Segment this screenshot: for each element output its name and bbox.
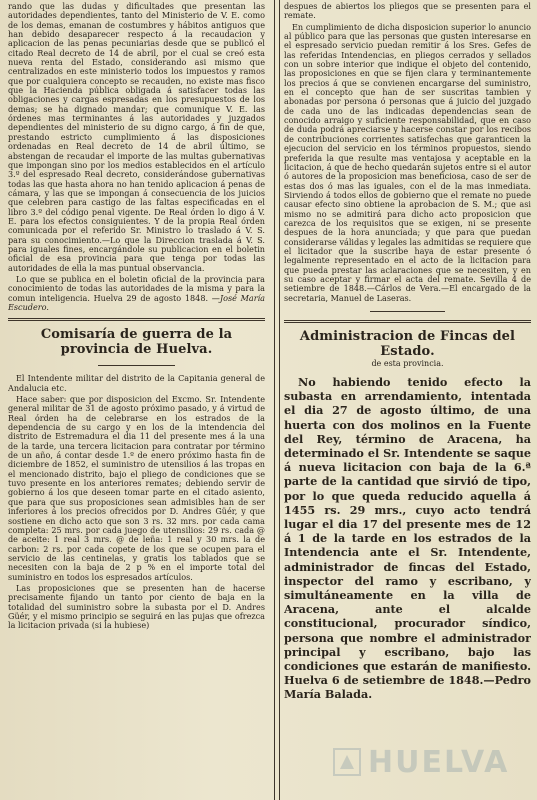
section-divider <box>8 318 265 321</box>
section-rule <box>370 311 444 312</box>
signature: —José María Escudero. <box>8 292 265 312</box>
section-heading: Comisaría de guerra de la provincia de Huelva. <box>40 327 233 358</box>
column-divider <box>274 0 280 800</box>
section-divider <box>284 320 531 323</box>
section-subheading: de esta provincia. <box>371 359 444 368</box>
article-paragraph: Hace saber: que por disposicion del Excmo. Sr. Intendente general militar de 31 de agosto próximo pasado, y á virtud de Real órden ha de celebrarse en los estrados de la dependencia de su cargo y en los de la intendencia del distrito de Estremadura el dia 11 del presente mes á la una de la tarde, una tercera licitacion para contratar por término de un año, á contar desde 1.º de enero próximo hasta fin de diciembre de 1852, el suministro de utensilios á las tropas en el mencionado distrito, bajo el pliego de condiciones que se tuvo presente en los anteriores remates; debiendo servir de gobierno á los que deseen tomar parte en el citado asiento, que para que sus proposiciones sean admisibles han de ser inferiores á los precios ofrecidos por D. Andres Güér, y que sostiene en dicho acto que son 3 rs. 32 mrs. por cada cama completa: 25 mrs. por cada juego de utensilios: 29 rs. cada @ de aceite: 1 real 3 mrs. @ de leña: 1 real y 30 mrs. la de carbon: 2 rs. por cada copete de los que se ocupen para el servicio de las centinelas, y gratis los tablados que se necesiten con la baja de 2 p % en el importe total del suministro en todos los espresados artículos. <box>8 394 265 582</box>
heading-rule <box>98 365 175 366</box>
notice-text: No habiendo tenido efecto la subasta en arrendamiento, intentada el dia 27 de agosto último, de una huerta con dos molinos en la Fuente del Rey, término de Aracena, ha determinado el Sr. Intendente se saque á nueva licitacion con baja de la 6.ª parte de la cantidad que sirvió de tipo, por lo que queda reducido aquella á 1455 rs. 29 mrs., cuyo acto tendrá lugar el dia 17 del presente mes de 12 á 1 de la tarde en los estrados de la Intendencia ante el Sr. Intendente, administrador de fincas del Estado, inspector del ramo y escribano, y simultáneamente en la villa de Aracena, ante el alcalde constitucional, procurador síndico, persona que nombre el administrador principal y escribano, bajo las condiciones que estarán de manifiesto. Huelva 6 de setiembre de 1848.—Pedro María Balada. <box>284 375 531 702</box>
article-paragraph: El Intendente militar del distrito de la Capitania general de Andalucia etc. <box>8 373 265 393</box>
section-heading: Administracion de Fincas del Estado. <box>299 329 516 359</box>
library-watermark <box>332 742 532 782</box>
right-paragraph: En cumplimiento de dicha disposicion superior lo anuncio al público para que las personas que gusten interesarse en el espresado servicio puedan remitir á los Sres. Gefes de las referidas Intendencias, en pliegos cerrados y sellados con un sobre interior que indique el objeto del contenido, las proposiciones en que se fijen clara y terminantemente los precios á que se convienen encargarse del suministro, en el concepto que han de ser suscritas tambien y abonadas por persona ó personas que á juicio del juzgado de cada uno de las indicadas dependencias sean de conocido arraigo y suficiente responsabilidad, que en caso de duda podrá apreciarse y hacerse constar por los recibos de contribuciones corrientes satisfechas que garanticen la ejecucion del servicio en los términos propuestos, siendo preferida la que resulte mas ventajosa y aceptable en la licitacion, á que de hecho quedarán sujetos entre si el autor ó autores de la proposicion mas beneficiosa, caso de ser de estas dos ó mas las iguales, con el de la mas inmediata. Sirviendo á todos ellos de gobierno que el remate no puede causar efecto sino obtiene la aprobacion de S. M.; que asi mismo no se admitirá para dicho acto proposicion que carezca de los requisitos que se exigen, ni se presente despues de la hora anunciada; y que para que puedan considerarse válidas y legales las admitidas se requiere que el licitador que la suscribe haya de estar presente ó legalmente representado en el acto de la licitacion para que pueda prestar las aclaraciones que se necesiten, y en su caso aceptar y firmar el acta del remate. Sevilla 4 de setiembre de 1848.—Cárlos de Vera.—El encargado de la secretaria, Manuel de Laseras. <box>284 21 531 303</box>
article-paragraph: Las proposiciones que se presenten han de hacerse precisamente fijando un tanto por ciento de baja en la totalidad del suministro sobre la subasta por el D. Andres Güér, y el mismo principio se seguirá en las pujas que ofrezca la licitacion privada (si la hubiese) <box>8 582 265 631</box>
right-paragraph: despues de abiertos los pliegos que se presenten para el remate. <box>284 2 531 21</box>
left-paragraph <box>8 275 265 312</box>
right-column <box>284 2 531 798</box>
left-column <box>8 2 265 798</box>
closing-text: Lo que se publica en el boletin oficial de la provincia para conocimiento de todas las autoridades de la misma y para la comun inteligencia. Huelva 29 de agosto 1848. <box>8 273 265 303</box>
watermark-text: HUELVA <box>368 744 510 780</box>
left-paragraph: rando que las dudas y dificultades que presentan las autoridades dependientes, tanto del Ministerio de V. E. como de los demas, emanan de costumbres y hábitos antiguos que han debido desaparecer respecto á la recaudacion y aplicacion de las penas pecuniarias desde que se publicó el citado Real decreto de 14 de abril, por el cual se creó esta nueva renta del Estado, considerando asi mismo que centralizados en este ministerio todos los impuestos y ramos que por cualquiera concepto se recauden, no existe mas fisco que la Hacienda pública obligada á satisfacer todas las obligaciones y cargas espresadas en los presupuestos de los demas; se ha dignado mandar; que comunique V. E. las órdenes mas terminantes á las autoridades y juzgados dependientes del ministerio de su digno cargo, á fin de que, prestando estricto cumplimiento á las disposiciones ordenadas en Real decreto de 14 de abril último, se abstengan de recaudar el importe de las multas gubernativas que impongan sino por los medios establecidos en el artículo 3.º del espresado Real decreto, considerándose gubernativas todas las que hasta ahora no han tenido aplicacion á penas de cámara, y las que se impongan á consecuencia de los juicios que celebren para castigo de las faltas especificadas en el libro 3.º del código penal vigente. De Real órden lo digo á V. E. para los efectos consiguientes. Y de la propia Real órden comunicada por el referido Sr. Ministro lo traslado á V. S. para su conocimiento.—Lo que la Direccion traslada á V. S. para iguales fines, encargándole su publicacion en el boletin oficial de esa provincia para que tenga por todas las autoridades de ella la mas puntual observancia. <box>8 2 265 273</box>
shield-icon <box>332 747 362 777</box>
